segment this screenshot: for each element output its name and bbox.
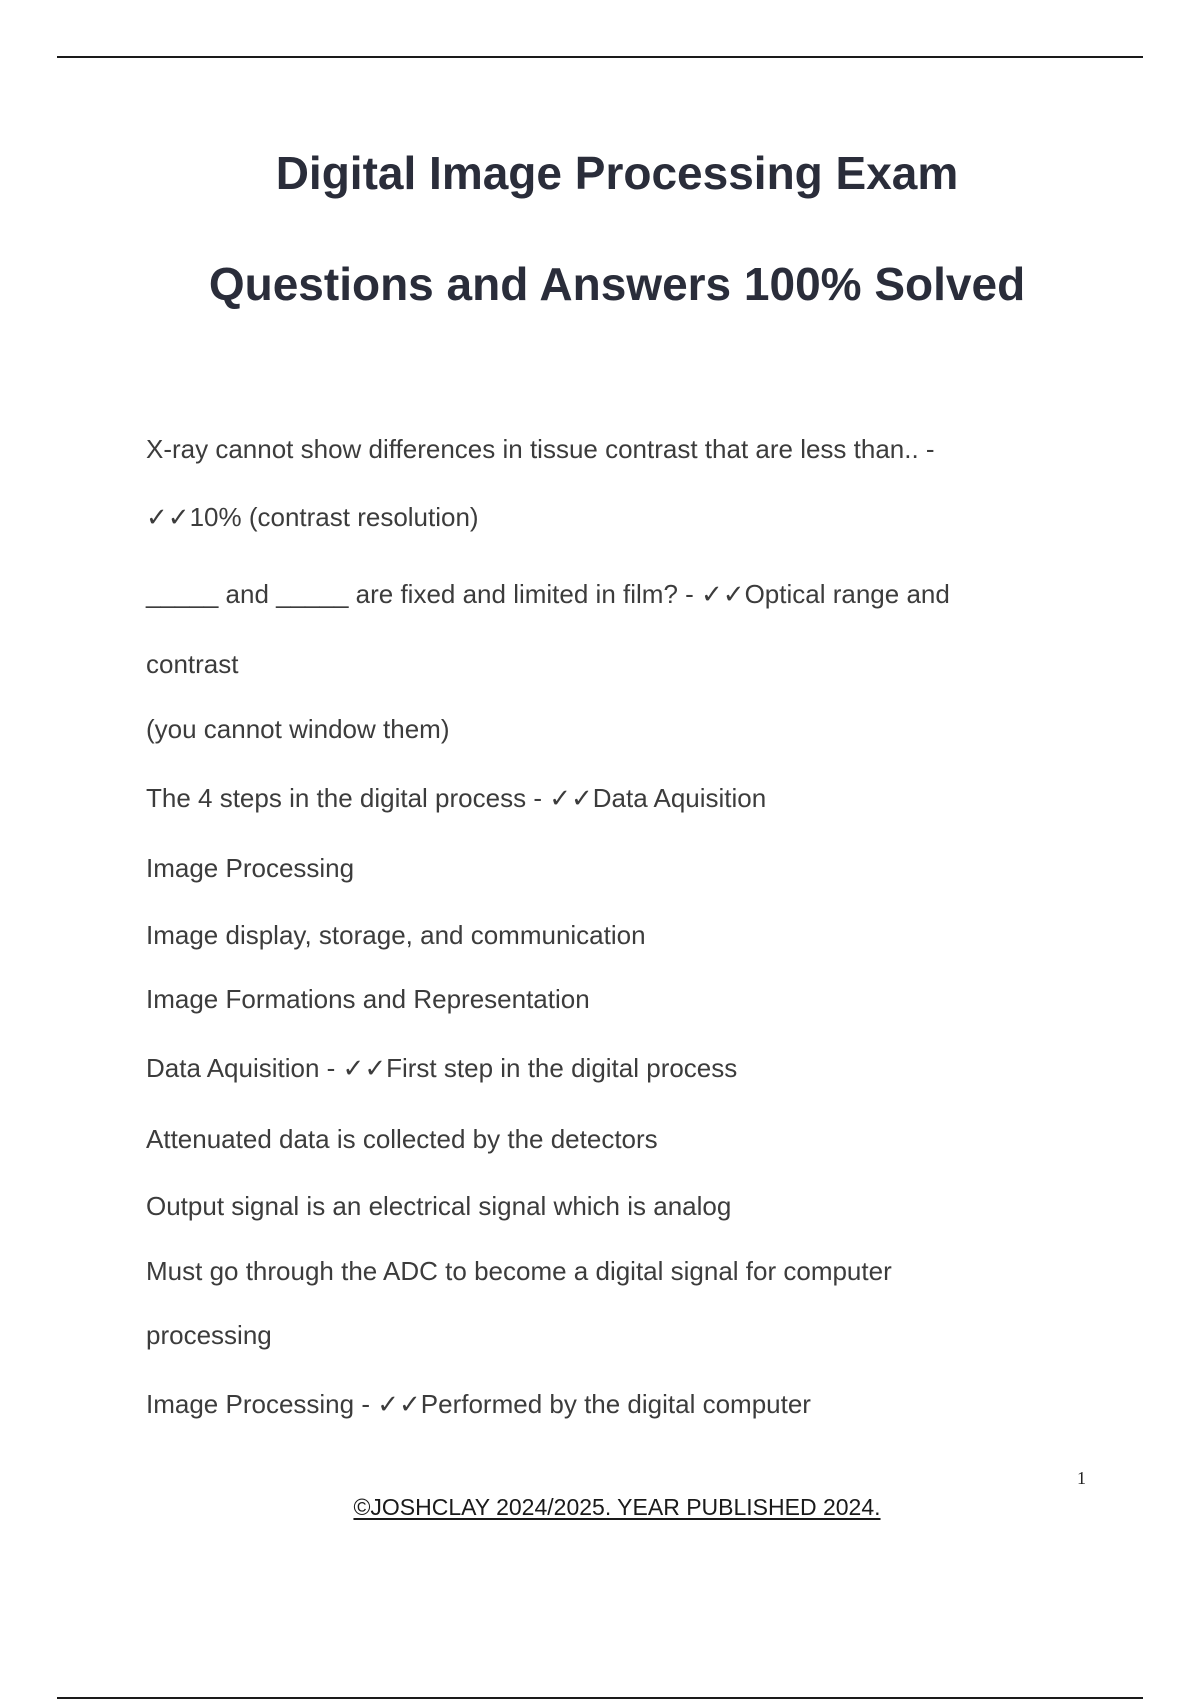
qa-line-3: _____ and _____ are fixed and limited in film? - ✓✓Optical range and [146,579,950,609]
copyright-footer: ©JOSHCLAY 2024/2025. YEAR PUBLISHED 2024. [353,1494,881,1520]
qa-line-10: Data Aquisition - ✓✓First step in the digital process [146,1053,738,1083]
bottom-divider [57,1697,1143,1699]
qa-line-5: (you cannot window them) [146,714,450,744]
page-number: 1 [1077,1468,1086,1488]
qa-line-12: Output signal is an electrical signal which is analog [146,1191,732,1221]
qa-line-2: ✓✓10% (contrast resolution) [146,502,479,532]
qa-line-13: Must go through the ADC to become a digital signal for computer [146,1256,892,1286]
qa-line-15: Image Processing - ✓✓Performed by the digital computer [146,1389,811,1419]
top-divider [57,56,1143,58]
qa-line-4: contrast [146,649,239,679]
qa-line-14: processing [146,1320,272,1350]
qa-line-1: X-ray cannot show differences in tissue contrast that are less than.. - [146,434,935,464]
qa-line-9: Image Formations and Representation [146,984,590,1014]
qa-line-6: The 4 steps in the digital process - ✓✓Data Aquisition [146,783,767,813]
qa-line-7: Image Processing [146,853,355,883]
document-title-line-1: Digital Image Processing Exam [275,147,959,199]
qa-line-8: Image display, storage, and communication [146,920,646,950]
document-title-line-2: Questions and Answers 100% Solved [208,258,1026,310]
qa-line-11: Attenuated data is collected by the detectors [146,1124,658,1154]
